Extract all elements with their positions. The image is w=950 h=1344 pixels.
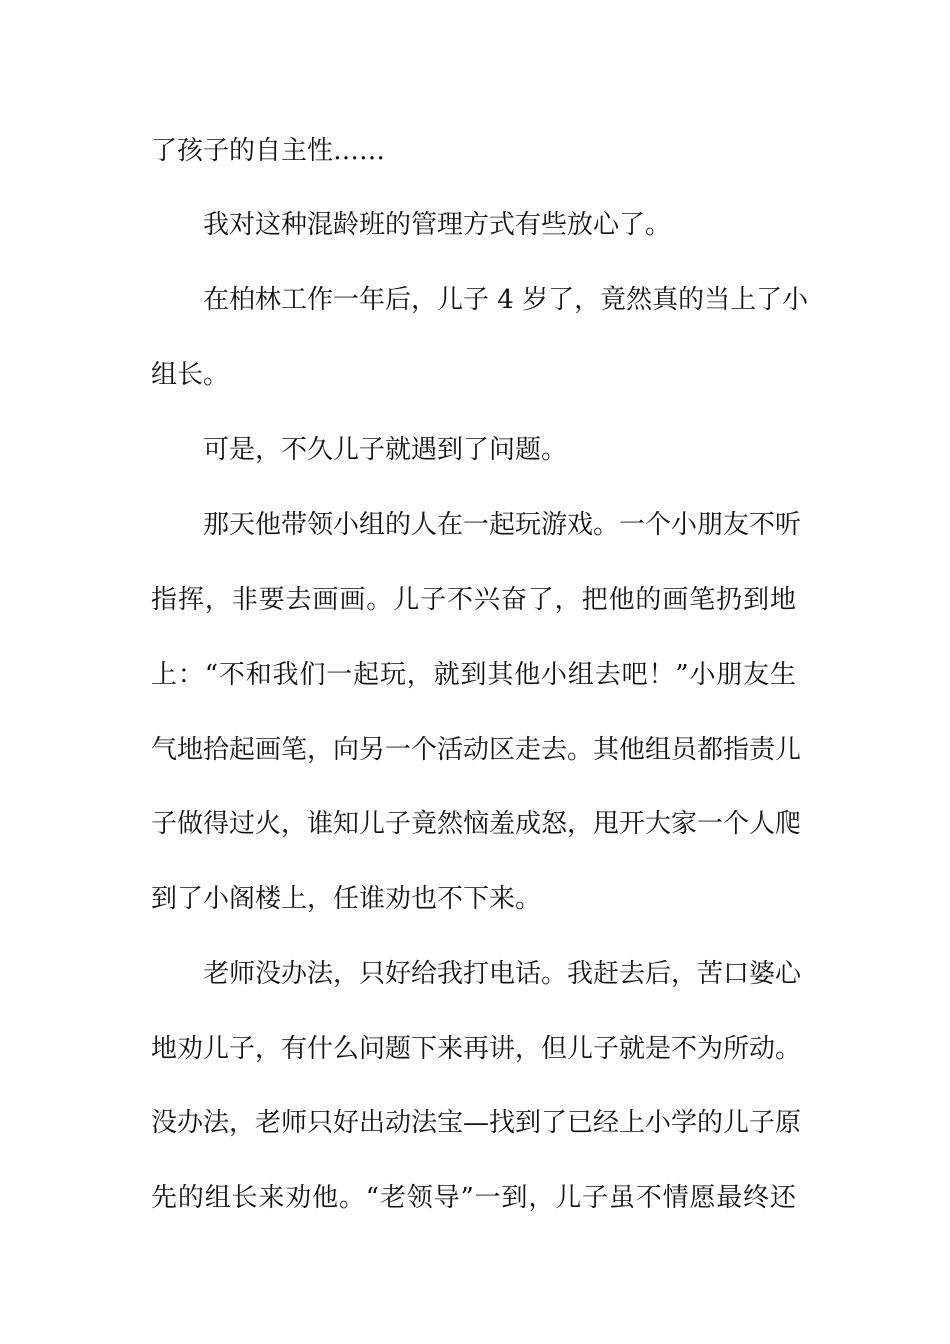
text-line: 子做得过火，谁知儿子竟然恼羞成怒，甩开大家一个人爬: [151, 809, 802, 839]
paragraph-first-line: 老师没办法，只好给我打电话。我赶去后，苦口婆心: [203, 959, 802, 989]
text-line: 了孩子的自主性……: [151, 136, 386, 166]
text-line: 没办法，老师只好出动法宝—找到了已经上小学的儿子原: [151, 1108, 802, 1138]
text-line: 到了小阁楼上，任谁劝也不下来。: [151, 884, 542, 914]
text-line: 组长。: [151, 360, 230, 390]
paragraph-first-line: 那天他带领小组的人在一起玩游戏。一个小朋友不听: [203, 510, 802, 540]
text-line: 地劝儿子，有什么问题下来再讲，但儿子就是不为所动。: [151, 1034, 802, 1064]
paragraph-first-line: 我对这种混龄班的管理方式有些放心了。: [203, 210, 672, 240]
text-line: 上：“不和我们一起玩，就到其他小组去吧！”小朋友生: [151, 660, 796, 690]
text-line: 指挥，非要去画画。儿子不兴奋了，把他的画笔扔到地: [151, 585, 796, 615]
text-line: 气地拾起画笔，向另一个活动区走去。其他组员都指责儿: [151, 735, 802, 765]
text-line: 先的组长来劝他。“老领导”一到，儿子虽不情愿最终还: [151, 1183, 796, 1213]
paragraph-first-line: 在柏林工作一年后，儿子 4 岁了，竟然真的当上了小: [203, 285, 809, 315]
paragraph-first-line: 可是，不久儿子就遇到了问题。: [203, 435, 568, 465]
